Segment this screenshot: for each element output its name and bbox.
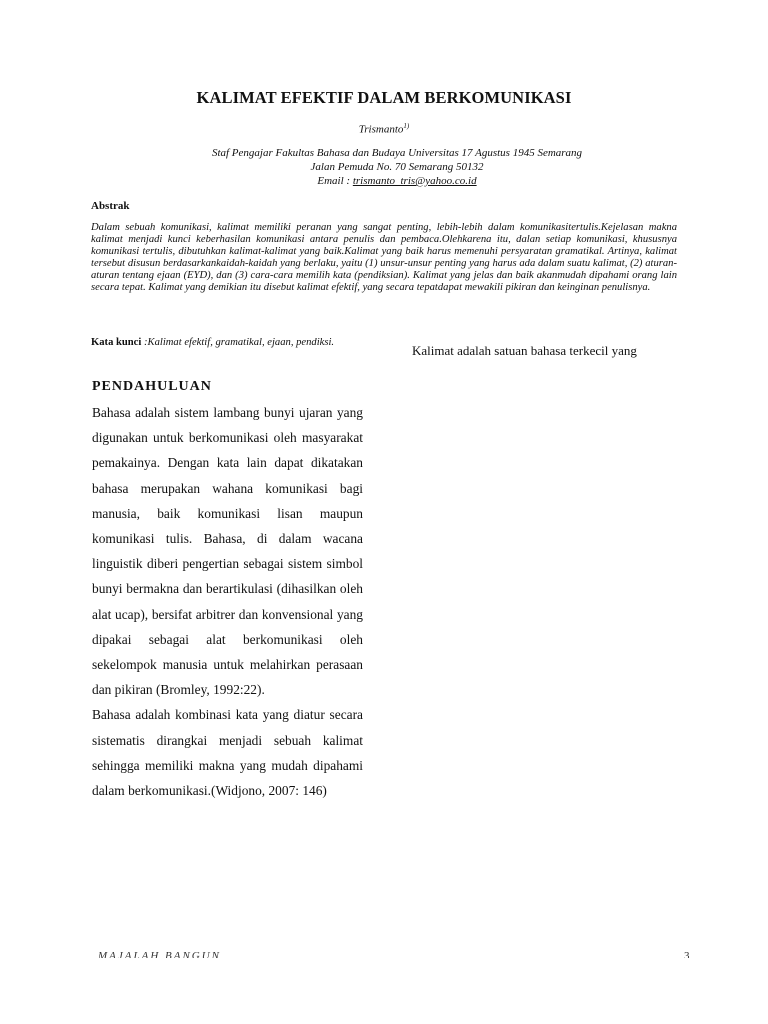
section-heading-introduction: PENDAHULUAN: [92, 379, 212, 394]
keywords-label: Kata kunci: [91, 337, 142, 348]
footer-page-number: 3: [684, 950, 690, 958]
affiliation-line-2: Jalan Pemuda No. 70 Semarang 50132: [310, 161, 484, 173]
keywords-text: :Kalimat efektif, gramatikal, ejaan, pendiksi.: [144, 337, 335, 348]
abstract-heading: Abstrak: [91, 200, 130, 212]
abstract-text: Dalam sebuah komunikasi, kalimat memiliki peranan yang sangat penting, lebih-lebih dalam komunikasitertulis.Kejelasan makna kalimat menjadi kunci keberhasilan komunikasi antara penulis dan pembaca.Olehkarena itu, dalan setiap komunikasi, khususnya komunikasi tertulis, dibutuhkan kalimat-kalimat yang baik.Kalimat yang baik harus memenuhi persyaratan gramatikal. Artinya, kalimat tersebut disusun berdasarkankaidah-kaidah yang berlaku, yaitu (1) unsur-unsur penting yang harus ada dalam suatu kalimat, (2) aturan-aturan tentang ejaan (EYD), dan (3) cara-cara memilih kata (pendiksian). Kalimat yang jelas dan baik akanmudah dipahami orang lain secara tepat. Kalimat yang demikian itu disebut kalimat efektif, yang secara tepatdapat mewakili pikiran dan keinginan penulisnya.: [91, 222, 677, 294]
affiliation-line-1: Staf Pengajar Fakultas Bahasa dan Budaya Universitas 17 Agustus 1945 Semarang: [211, 147, 583, 159]
email-link[interactable]: trismanto_tris@yahoo.co.id: [352, 175, 477, 187]
introduction-body: [92, 400, 363, 803]
author-footnote-mark: 1): [403, 122, 410, 130]
introduction-paragraph-2: Bahasa adalah kombinasi kata yang diatur secara sistematis dirangkai menjadi sebuah kalimat sehingga memiliki makna yang mudah dipahami dalam berkomunikasi.(Widjono, 2007: 146): [92, 707, 363, 799]
author-name: [0, 122, 768, 136]
introduction-paragraph-1: Bahasa adalah sistem lambang bunyi ujaran yang digunakan untuk berkomunikasi oleh masyarakat pemakainya. Dengan kata lain dapat dikatakan bahasa merupakan wahana komunikasi bagi manusia, baik komunikasi lisan maupun komunikasi tulis. Bahasa, di dalam wacana linguistik diberi pengertian sebagai sistem simbol bunyi bermakna dan berartikulasi (dihasilkan oleh alat ucap), bersifat arbitrer dan konvensional yang dipakai sebagai alat berkomunikasi oleh sekelompok manusia untuk melahirkan perasaan dan pikiran (Bromley, 1992:22).: [92, 405, 363, 698]
email-line: [0, 174, 768, 188]
footer-journal-name: MAJALAH BANGUN: [98, 950, 222, 958]
author-name-text: Trismanto: [358, 123, 404, 136]
email-label: Email :: [317, 175, 353, 187]
right-column-text: Kalimat adalah satuan bahasa terkecil yang: [412, 343, 637, 358]
paper-title: KALIMAT EFEKTIF DALAM BERKOMUNIKASI: [196, 88, 572, 107]
keywords: [91, 337, 362, 349]
affiliation-block: [0, 146, 768, 188]
